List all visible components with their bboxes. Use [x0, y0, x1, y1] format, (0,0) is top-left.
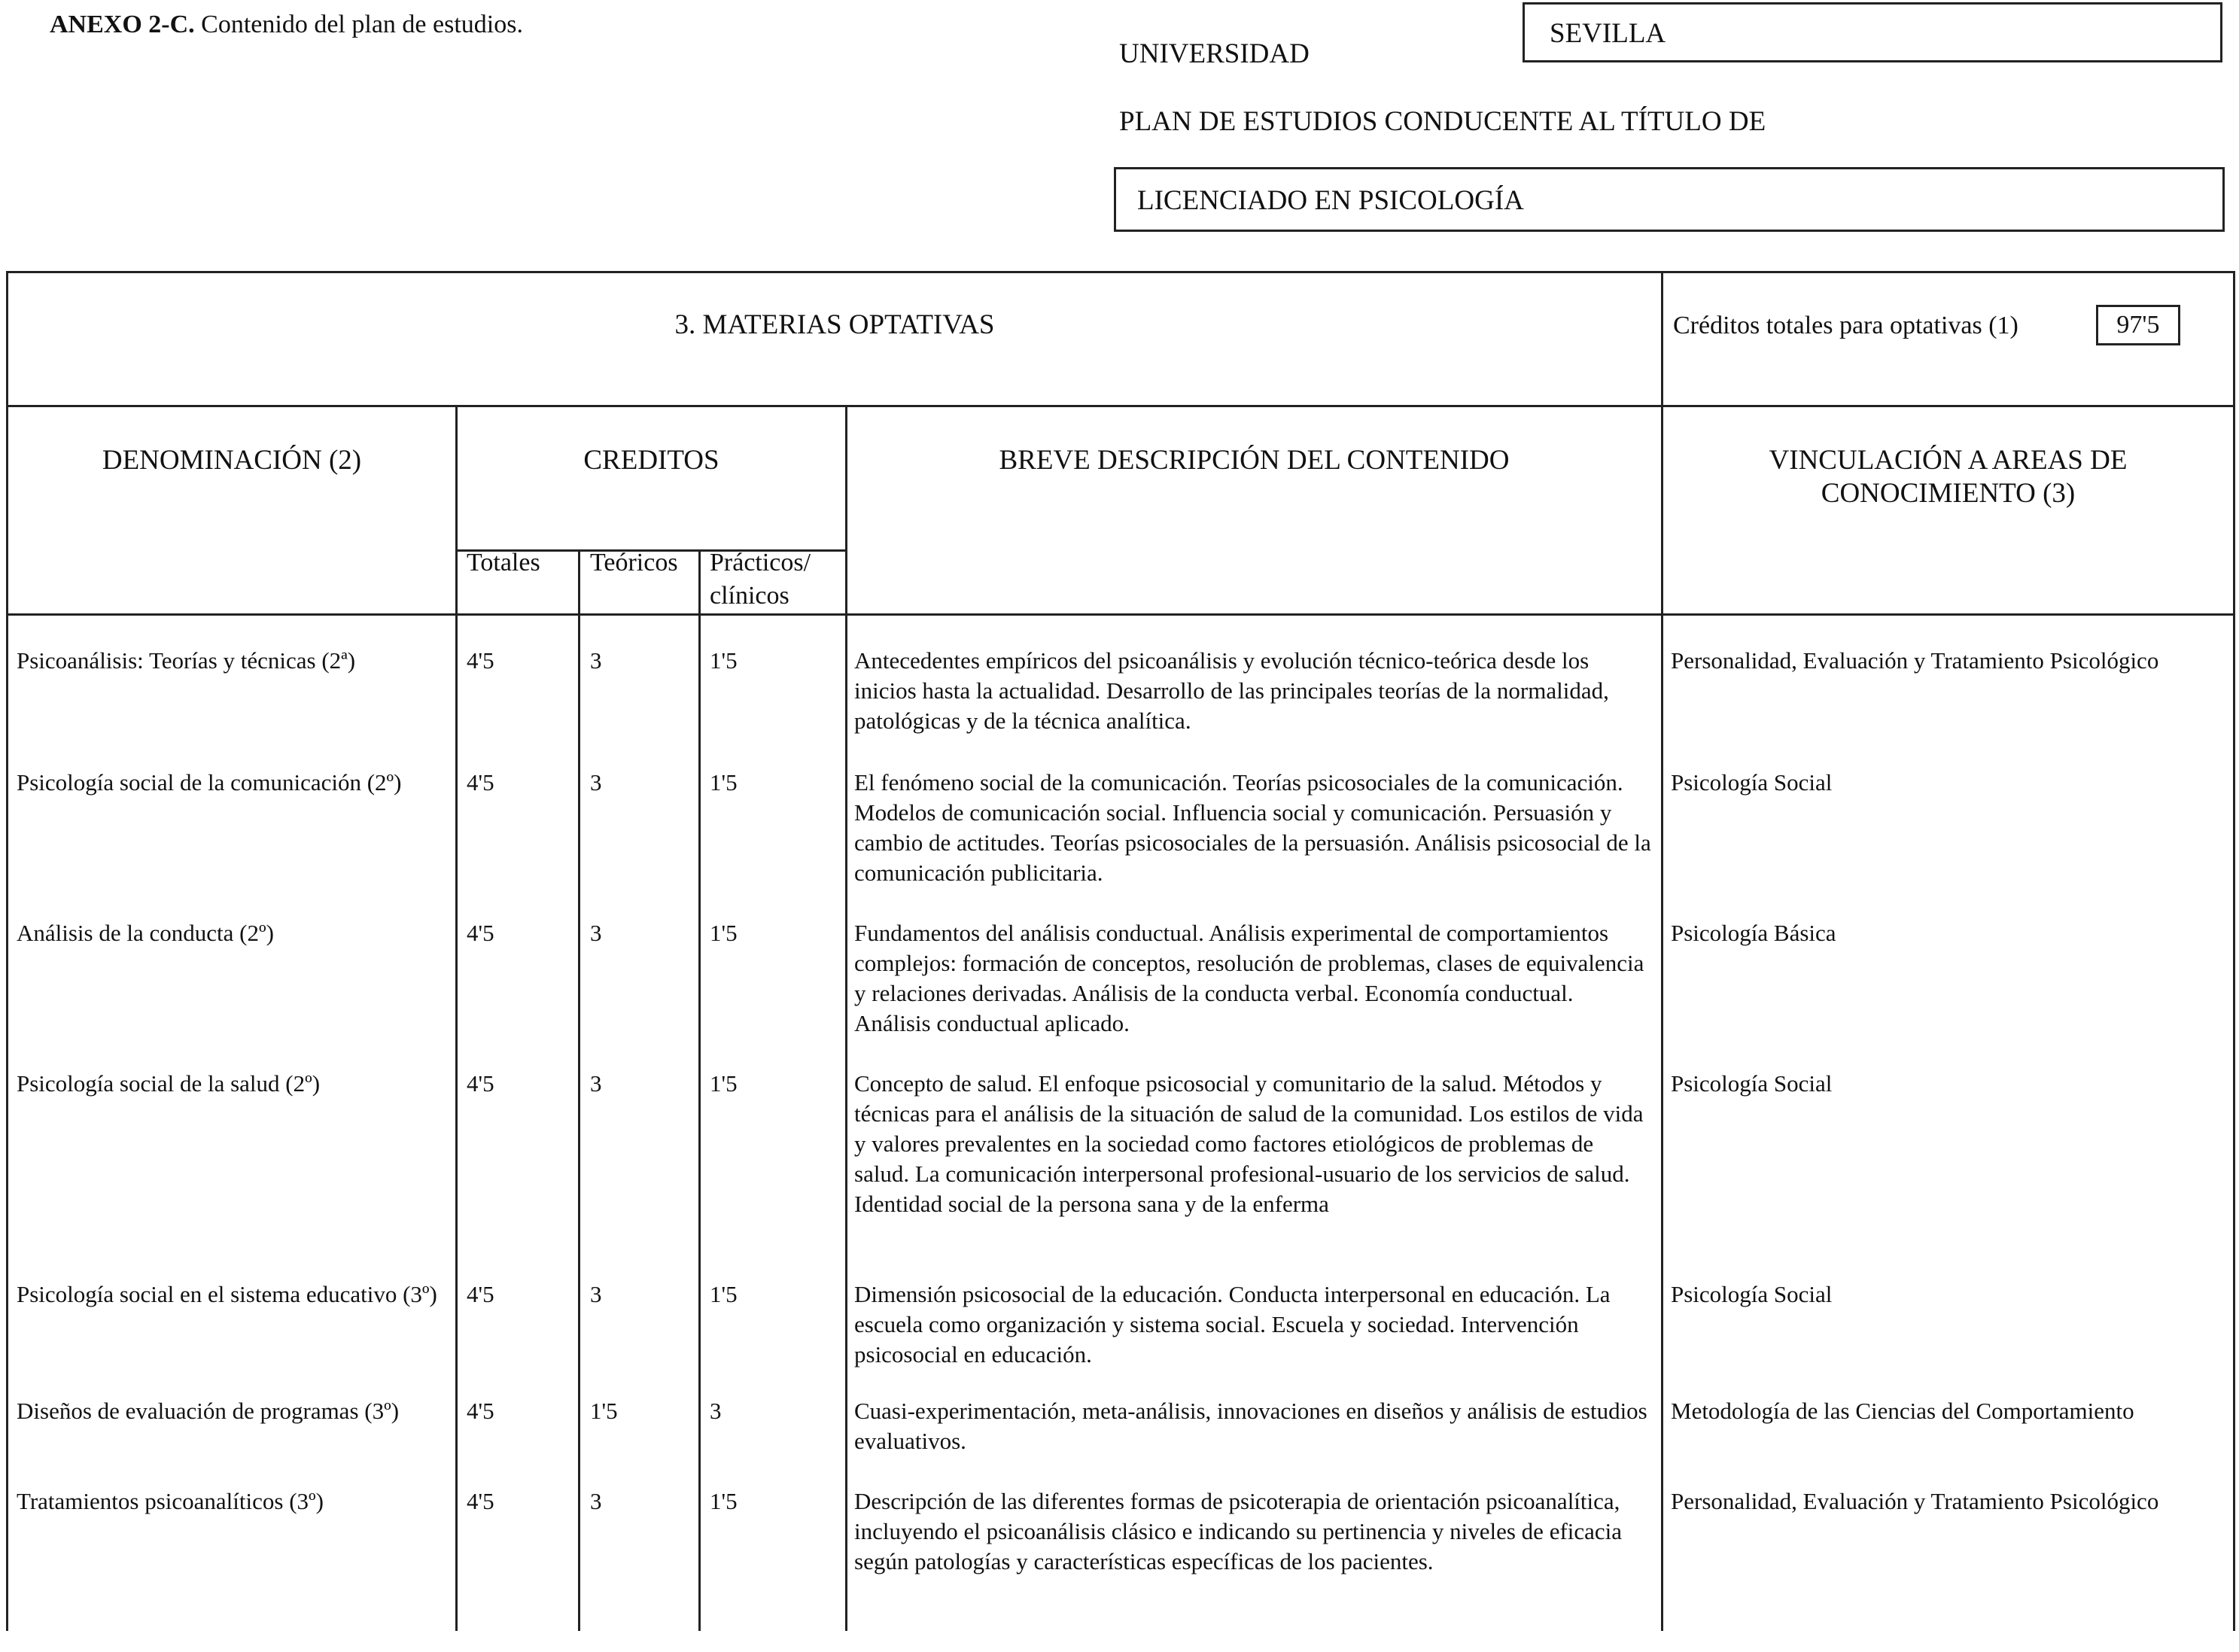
- row-description: Fundamentos del análisis conductual. Análisis experimental de comportamientos complejos: formación de conceptos, resolución de problemas, clases de equivalencia y relaciones derivadas. Análisis de la conducta verbal. Economía conductual. Análisis conductual aplicado.: [854, 920, 1644, 1036]
- row-practicos: 1'5: [710, 1070, 738, 1097]
- column-practicos: [710, 546, 811, 613]
- university-value: SEVILLA: [1523, 2, 2222, 62]
- row-name: Psicología social de la salud (2º): [17, 1070, 321, 1097]
- row-name: Psicología social de la comunicación (2º): [17, 769, 402, 796]
- row-totales: 4'5: [467, 769, 494, 796]
- row-description: Antecedentes empíricos del psicoanálisis y evolución técnico-teórica desde los inicios hasta la actualidad. Desarrollo de las principales teorías de la normalidad, patológicas y de la técnica analítica.: [854, 647, 1609, 734]
- column-vinculacion: [1663, 444, 2233, 510]
- row-totales: 4'5: [467, 1398, 494, 1424]
- row-totales: 4'5: [467, 1281, 494, 1307]
- column-vinculacion-line-1: VINCULACIÓN A AREAS DE: [1769, 445, 2128, 476]
- row-totales: 4'5: [467, 1488, 494, 1514]
- annex-label: ANEXO 2-C.: [50, 11, 195, 38]
- column-vinculacion-line-2: CONOCIMIENTO (3): [1821, 478, 2076, 509]
- row-name: Psicoanálisis: Teorías y técnicas (2ª): [17, 647, 356, 674]
- row-name: Análisis de la conducta (2º): [17, 920, 274, 946]
- row-description: Descripción de las diferentes formas de psicoterapia de orientación psicoanalítica, incluyendo el psicoanálisis clásico e indicando su pertinencia y niveles de eficacia según patologías y características específicas de los pacientes.: [854, 1488, 1623, 1574]
- row-practicos: 1'5: [710, 1281, 738, 1307]
- row-name: Psicología social en el sistema educativo (3º): [17, 1281, 437, 1307]
- degree-title: LICENCIADO EN PSICOLOGÍA: [1114, 167, 2225, 232]
- credits-total-label: Créditos totales para optativas (1): [1673, 312, 2018, 339]
- row-description: Cuasi-experimentación, meta-análisis, innovaciones en diseños y análisis de estudios evaluativos.: [854, 1398, 1647, 1454]
- column-totales: Totales: [467, 549, 540, 577]
- column-creditos: CREDITOS: [583, 445, 719, 476]
- row-teoricos: 3: [590, 920, 602, 946]
- row-teoricos: 3: [590, 647, 602, 674]
- row-practicos: 1'5: [710, 1488, 738, 1514]
- row-teoricos: 1'5: [590, 1398, 618, 1424]
- row-area: Personalidad, Evaluación y Tratamiento Psicológico: [1671, 1488, 2159, 1514]
- row-area: Psicología Social: [1671, 769, 1833, 796]
- row-area: Psicología Social: [1671, 1070, 1833, 1097]
- row-practicos: 1'5: [710, 769, 738, 796]
- row-area: Psicología Básica: [1671, 920, 1836, 946]
- annex-title: [50, 11, 523, 39]
- row-teoricos: 3: [590, 1070, 602, 1097]
- column-practicos-line-2: clínicos: [710, 582, 789, 610]
- row-practicos: 1'5: [710, 647, 738, 674]
- row-name: Diseños de evaluación de programas (3º): [17, 1398, 400, 1424]
- row-area: Metodología de las Ciencias del Comportamiento: [1671, 1398, 2134, 1424]
- row-area: Psicología Social: [1671, 1281, 1833, 1307]
- credits-total-value: 97'5: [2096, 305, 2180, 345]
- column-practicos-line-1: Prácticos/: [710, 549, 811, 577]
- row-practicos: 3: [710, 1398, 722, 1424]
- row-name: Tratamientos psicoanalíticos (3º): [17, 1488, 324, 1514]
- row-totales: 4'5: [467, 1070, 494, 1097]
- row-teoricos: 3: [590, 1488, 602, 1514]
- university-label: UNIVERSIDAD: [1119, 38, 1310, 69]
- row-teoricos: 3: [590, 769, 602, 796]
- row-totales: 4'5: [467, 647, 494, 674]
- row-description: El fenómeno social de la comunicación. Teorías psicosociales de la comunicación. Modelos de comunicación social. Influencia social y comunicación. Persuasión y cambio de actitudes. Teorías psicosociales de la persuasión. Análisis psicosocial de la comunicación publicitaria.: [854, 769, 1651, 886]
- column-denominacion: DENOMINACIÓN (2): [102, 445, 362, 476]
- row-area: Personalidad, Evaluación y Tratamiento Psicológico: [1671, 647, 2159, 674]
- column-teoricos: Teóricos: [590, 549, 678, 577]
- row-teoricos: 3: [590, 1281, 602, 1307]
- plan-label: PLAN DE ESTUDIOS CONDUCENTE AL TÍTULO DE: [1119, 106, 1766, 137]
- row-totales: 4'5: [467, 920, 494, 946]
- annex-subtitle: Contenido del plan de estudios.: [194, 11, 523, 38]
- column-descripcion: BREVE DESCRIPCIÓN DEL CONTENIDO: [999, 445, 1510, 476]
- row-description: Dimensión psicosocial de la educación. Conducta interpersonal en educación. La escuela como organización y sistema social. Escuela y sociedad. Intervención psicosocial en educación.: [854, 1281, 1611, 1368]
- section-title: 3. MATERIAS OPTATIVAS: [674, 309, 995, 340]
- row-practicos: 1'5: [710, 920, 738, 946]
- row-description: Concepto de salud. El enfoque psicosocial y comunitario de la salud. Métodos y técnicas para el análisis de la situación de salud de la comunidad. Los estilos de vida y valores prevalentes en la sociedad como factores etiológicos de problemas de salud. La comunicación interpersonal profesional-usuario de los servicios de salud. Identidad social de la persona sana y de la enferma: [854, 1070, 1644, 1217]
